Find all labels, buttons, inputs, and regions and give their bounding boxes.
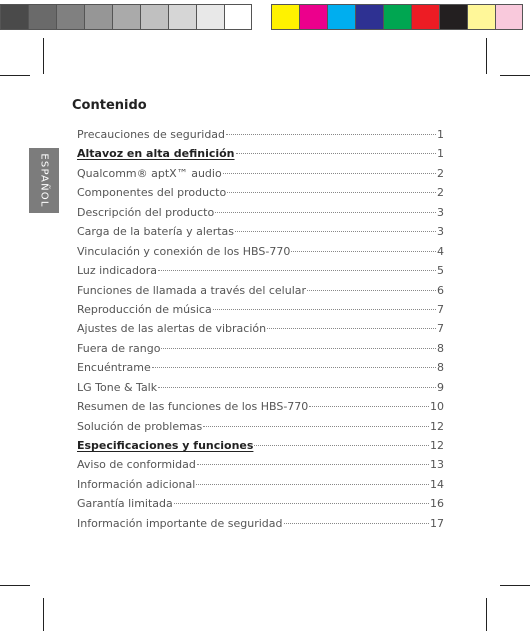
crop-mark — [486, 38, 487, 74]
toc-entry-page: 17 — [430, 516, 444, 530]
toc-entry[interactable] — [77, 497, 444, 516]
dot-leader — [161, 348, 436, 349]
gray-swatch — [28, 4, 56, 30]
dot-leader — [203, 426, 429, 427]
toc-entry-page: 1 — [437, 147, 444, 161]
crop-mark — [486, 598, 487, 631]
toc-entry-page: 12 — [430, 439, 444, 452]
toc-entry[interactable] — [77, 186, 444, 205]
toc-entry[interactable] — [77, 264, 444, 283]
dot-leader — [197, 464, 429, 465]
toc-entry-title: Luz indicadora — [77, 264, 158, 278]
crop-mark — [500, 585, 530, 586]
table-of-contents — [77, 128, 444, 536]
toc-entry[interactable] — [77, 381, 444, 400]
toc-entry[interactable] — [77, 147, 444, 166]
toc-entry-page: 3 — [437, 205, 444, 219]
toc-entry-title: Resumen de las funciones de los HBS-770 — [77, 400, 309, 414]
language-side-tab — [29, 148, 59, 213]
toc-entry-title: Garantía limitada — [77, 497, 173, 511]
toc-entry-title: Solución de problemas — [77, 419, 203, 433]
toc-entry-page: 2 — [437, 166, 444, 180]
toc-entry-page: 9 — [437, 380, 444, 394]
toc-entry[interactable] — [77, 439, 444, 458]
dot-leader — [152, 367, 436, 368]
toc-entry[interactable] — [77, 284, 444, 303]
toc-entry[interactable] — [77, 322, 444, 341]
gray-swatch — [112, 4, 140, 30]
toc-entry-page: 14 — [430, 477, 444, 491]
dot-leader — [291, 251, 436, 252]
toc-entry-page: 4 — [437, 244, 444, 258]
toc-entry-page: 7 — [437, 322, 444, 336]
gray-swatch — [196, 4, 224, 30]
toc-entry[interactable] — [77, 420, 444, 439]
crop-mark — [43, 598, 44, 631]
page-title: Contenido — [72, 98, 147, 113]
toc-entry[interactable] — [77, 206, 444, 225]
toc-entry-page: 8 — [437, 341, 444, 355]
dot-leader — [235, 231, 436, 232]
toc-entry-title: Aviso de conformidad — [77, 458, 196, 472]
toc-entry[interactable] — [77, 167, 444, 186]
dot-leader — [254, 445, 429, 446]
toc-entry-title: Qualcomm® aptX™ audio — [77, 166, 222, 180]
color-swatch — [355, 4, 383, 30]
color-swatch — [439, 4, 467, 30]
dot-leader — [236, 153, 436, 154]
dot-leader — [227, 192, 436, 193]
toc-entry[interactable] — [77, 128, 444, 147]
crop-mark — [43, 38, 44, 74]
dot-leader — [213, 309, 436, 310]
crop-mark — [0, 585, 30, 586]
toc-entry-title: Vinculación y conexión de los HBS-770 — [77, 244, 291, 258]
toc-entry-title: Carga de la batería y alertas — [77, 225, 235, 239]
toc-entry-title: Altavoz en alta definición — [77, 147, 235, 161]
toc-entry-title: Componentes del producto — [77, 186, 227, 200]
toc-entry[interactable] — [77, 478, 444, 497]
toc-entry[interactable] — [77, 458, 444, 477]
color-swatch — [411, 4, 439, 30]
toc-entry-page: 3 — [437, 225, 444, 239]
dot-leader — [307, 290, 436, 291]
dot-leader — [158, 387, 436, 388]
toc-entry-title: Encuéntrame — [77, 361, 151, 375]
toc-entry[interactable] — [77, 342, 444, 361]
toc-entry[interactable] — [77, 361, 444, 380]
toc-entry-page: 8 — [437, 361, 444, 375]
toc-entry-page: 7 — [437, 302, 444, 316]
toc-entry-page: 1 — [437, 128, 444, 141]
toc-entry-page: 6 — [437, 283, 444, 297]
toc-entry-title: Especificaciones y funciones — [77, 439, 254, 452]
gray-swatch — [0, 4, 28, 30]
color-swatch — [327, 4, 355, 30]
gray-swatch — [56, 4, 84, 30]
color-calibration-bar — [271, 4, 523, 30]
toc-entry-page: 2 — [437, 186, 444, 200]
toc-entry-title: Ajustes de las alertas de vibración — [77, 322, 267, 336]
toc-entry-page: 12 — [430, 419, 444, 433]
crop-mark — [500, 75, 530, 76]
toc-entry-title: Información importante de seguridad — [77, 516, 283, 530]
toc-entry-title: Funciones de llamada a través del celular — [77, 283, 307, 297]
toc-entry[interactable] — [77, 303, 444, 322]
dot-leader — [309, 406, 429, 407]
color-swatch — [467, 4, 495, 30]
dot-leader — [267, 328, 436, 329]
color-swatch — [495, 4, 523, 30]
gray-calibration-bar — [0, 4, 252, 30]
gray-swatch — [168, 4, 196, 30]
dot-leader — [284, 523, 430, 524]
dot-leader — [223, 173, 436, 174]
gray-swatch — [84, 4, 112, 30]
dot-leader — [174, 503, 429, 504]
color-swatch — [271, 4, 299, 30]
toc-entry-title: LG Tone & Talk — [77, 380, 158, 394]
gray-swatch — [140, 4, 168, 30]
toc-entry-title: Fuera de rango — [77, 341, 161, 355]
toc-entry-title: Precauciones de seguridad — [77, 128, 226, 141]
toc-entry-page: 10 — [430, 400, 444, 414]
color-swatch — [299, 4, 327, 30]
toc-entry-page: 16 — [430, 497, 444, 511]
crop-mark — [0, 75, 30, 76]
dot-leader — [158, 270, 436, 271]
toc-entry[interactable] — [77, 400, 444, 419]
toc-entry-page: 13 — [430, 458, 444, 472]
toc-entry-title: Descripción del producto — [77, 205, 215, 219]
toc-entry[interactable] — [77, 245, 444, 264]
color-swatch — [383, 4, 411, 30]
language-label: ESPAÑOL — [38, 153, 50, 208]
dot-leader — [226, 134, 436, 135]
dot-leader — [215, 212, 436, 213]
toc-entry-title: Reproducción de música — [77, 302, 212, 316]
toc-entry[interactable] — [77, 517, 444, 536]
toc-entry-page: 5 — [437, 264, 444, 278]
gray-swatch — [224, 4, 252, 30]
toc-entry[interactable] — [77, 225, 444, 244]
dot-leader — [196, 484, 429, 485]
toc-entry-title: Información adicional — [77, 477, 196, 491]
